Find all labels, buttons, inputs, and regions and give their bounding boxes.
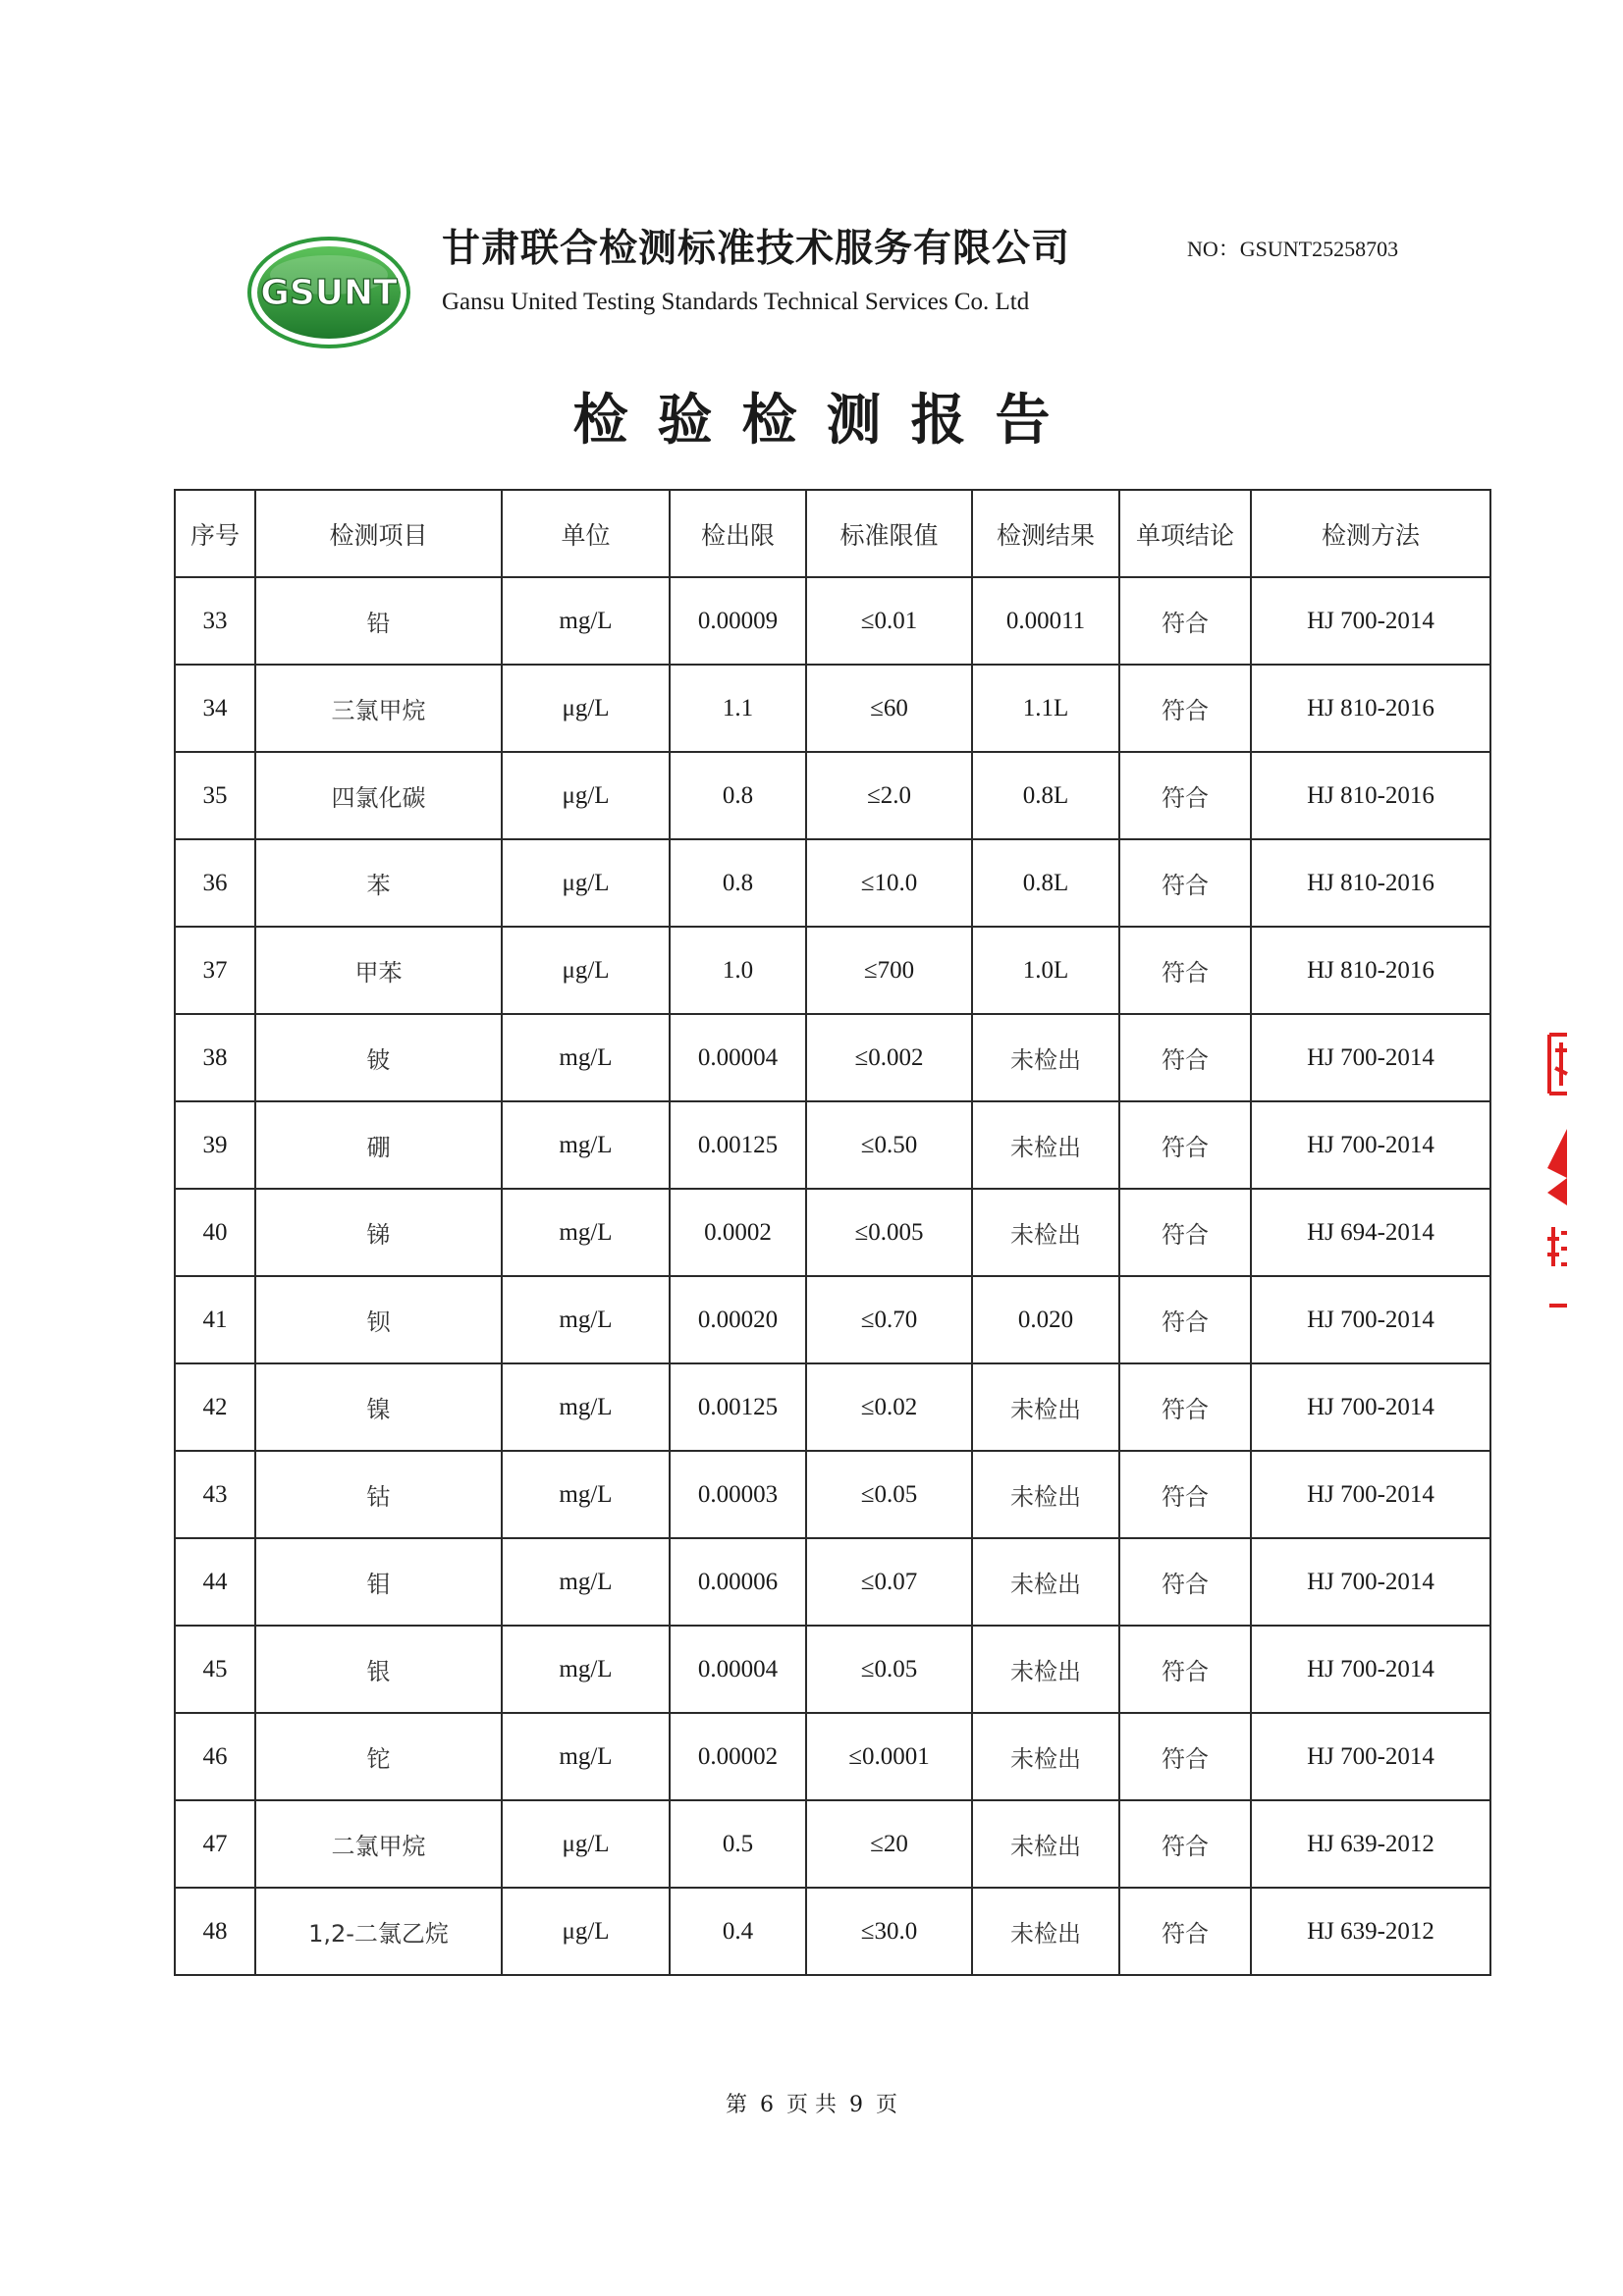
cell-item: 铊 [255, 1713, 502, 1800]
table-row [175, 927, 1490, 1014]
cell-unit: mg/L [502, 1276, 670, 1363]
cell-method: HJ 810-2016 [1251, 665, 1490, 752]
cell-standard-limit: ≤20 [806, 1800, 972, 1888]
cell-standard-limit: ≤0.01 [806, 577, 972, 665]
cell-unit: μg/L [502, 1888, 670, 1975]
table-header-row [175, 490, 1490, 577]
cell-conclusion: 符合 [1119, 1014, 1251, 1101]
cell-method: HJ 700-2014 [1251, 1014, 1490, 1101]
col-header-standard-limit: 标准限值 [806, 490, 972, 577]
company-logo [246, 236, 411, 349]
cell-index: 43 [175, 1451, 255, 1538]
cell-index: 33 [175, 577, 255, 665]
cell-method: HJ 810-2016 [1251, 927, 1490, 1014]
cell-detection-limit: 0.0002 [670, 1189, 806, 1276]
cell-index: 38 [175, 1014, 255, 1101]
cell-unit: mg/L [502, 577, 670, 665]
test-results-table [174, 489, 1491, 1976]
table-row [175, 1626, 1490, 1713]
table-row [175, 1713, 1490, 1800]
report-number: NO：GSUNT25258703 [1187, 237, 1399, 261]
cell-standard-limit: ≤0.05 [806, 1626, 972, 1713]
cell-method: HJ 700-2014 [1251, 1363, 1490, 1451]
cell-index: 40 [175, 1189, 255, 1276]
table-row [175, 665, 1490, 752]
table-row [175, 1538, 1490, 1626]
cell-item: 苯 [255, 839, 502, 927]
table-row [175, 1363, 1490, 1451]
table-row [175, 839, 1490, 927]
cell-standard-limit: ≤10.0 [806, 839, 972, 927]
cell-item: 银 [255, 1626, 502, 1713]
cell-unit: mg/L [502, 1014, 670, 1101]
cell-standard-limit: ≤0.005 [806, 1189, 972, 1276]
cell-method: HJ 700-2014 [1251, 1626, 1490, 1713]
report-title: 检验检测报告 [572, 389, 1080, 453]
cell-item: 硼 [255, 1101, 502, 1189]
cell-standard-limit: ≤700 [806, 927, 972, 1014]
cell-detection-limit: 0.00002 [670, 1713, 806, 1800]
cell-detection-limit: 0.00009 [670, 577, 806, 665]
cell-index: 35 [175, 752, 255, 839]
cell-unit: mg/L [502, 1626, 670, 1713]
cell-standard-limit: ≤0.70 [806, 1276, 972, 1363]
cell-conclusion: 符合 [1119, 1189, 1251, 1276]
cell-detection-limit: 1.0 [670, 927, 806, 1014]
cell-detection-limit: 1.1 [670, 665, 806, 752]
col-header-item: 检测项目 [255, 490, 502, 577]
page-prefix: 第 [725, 2093, 747, 2117]
table-row [175, 1101, 1490, 1189]
company-name-cn: 甘肃联合检测标准技术服务有限公司 [442, 227, 1071, 271]
cell-method: HJ 700-2014 [1251, 1451, 1490, 1538]
cell-standard-limit: ≤30.0 [806, 1888, 972, 1975]
cell-conclusion: 符合 [1119, 927, 1251, 1014]
cell-method: HJ 639-2012 [1251, 1800, 1490, 1888]
cell-unit: mg/L [502, 1713, 670, 1800]
cell-result: 未检出 [972, 1363, 1119, 1451]
company-name-en: Gansu United Testing Standards Technical Services Co. Ltd [442, 289, 1030, 315]
cell-standard-limit: ≤0.50 [806, 1101, 972, 1189]
cell-unit: mg/L [502, 1538, 670, 1626]
cell-result: 未检出 [972, 1888, 1119, 1975]
cell-unit: mg/L [502, 1451, 670, 1538]
col-header-method: 检测方法 [1251, 490, 1490, 577]
cell-result: 1.1L [972, 665, 1119, 752]
cell-detection-limit: 0.5 [670, 1800, 806, 1888]
cell-result: 未检出 [972, 1451, 1119, 1538]
cell-standard-limit: ≤0.02 [806, 1363, 972, 1451]
cell-result: 0.8L [972, 839, 1119, 927]
cell-unit: mg/L [502, 1101, 670, 1189]
cell-index: 45 [175, 1626, 255, 1713]
cell-method: HJ 700-2014 [1251, 1101, 1490, 1189]
cell-conclusion: 符合 [1119, 1888, 1251, 1975]
col-header-detection-limit: 检出限 [670, 490, 806, 577]
table-row [175, 1451, 1490, 1538]
cell-conclusion: 符合 [1119, 1101, 1251, 1189]
red-seal-stamp [1540, 1031, 1569, 1315]
cell-detection-limit: 0.00125 [670, 1101, 806, 1189]
cell-detection-limit: 0.4 [670, 1888, 806, 1975]
cell-detection-limit: 0.8 [670, 839, 806, 927]
cell-item: 钴 [255, 1451, 502, 1538]
cell-detection-limit: 0.8 [670, 752, 806, 839]
cell-unit: μg/L [502, 665, 670, 752]
cell-item: 钡 [255, 1276, 502, 1363]
cell-result: 未检出 [972, 1538, 1119, 1626]
cell-detection-limit: 0.00003 [670, 1451, 806, 1538]
cell-result: 未检出 [972, 1189, 1119, 1276]
cell-conclusion: 符合 [1119, 577, 1251, 665]
table-row [175, 1276, 1490, 1363]
cell-conclusion: 符合 [1119, 1276, 1251, 1363]
table-body [175, 577, 1490, 1975]
logo-text: GSUNT [260, 273, 398, 313]
cell-unit: μg/L [502, 1800, 670, 1888]
cell-item: 甲苯 [255, 927, 502, 1014]
cell-index: 41 [175, 1276, 255, 1363]
cell-index: 42 [175, 1363, 255, 1451]
col-header-conclusion: 单项结论 [1119, 490, 1251, 577]
page-current: 6 [760, 2093, 774, 2117]
cell-index: 44 [175, 1538, 255, 1626]
cell-conclusion: 符合 [1119, 1538, 1251, 1626]
cell-result: 未检出 [972, 1101, 1119, 1189]
cell-standard-limit: ≤0.002 [806, 1014, 972, 1101]
cell-item: 1,2-二氯乙烷 [255, 1888, 502, 1975]
cell-item: 四氯化碳 [255, 752, 502, 839]
cell-conclusion: 符合 [1119, 1363, 1251, 1451]
cell-method: HJ 810-2016 [1251, 752, 1490, 839]
cell-result: 0.00011 [972, 577, 1119, 665]
cell-standard-limit: ≤60 [806, 665, 972, 752]
col-header-index: 序号 [175, 490, 255, 577]
cell-standard-limit: ≤2.0 [806, 752, 972, 839]
cell-index: 46 [175, 1713, 255, 1800]
table-row [175, 577, 1490, 665]
cell-conclusion: 符合 [1119, 839, 1251, 927]
page-suffix: 页 [876, 2093, 898, 2117]
cell-unit: μg/L [502, 839, 670, 927]
cell-method: HJ 694-2014 [1251, 1189, 1490, 1276]
cell-item: 三氯甲烷 [255, 665, 502, 752]
cell-detection-limit: 0.00125 [670, 1363, 806, 1451]
cell-method: HJ 810-2016 [1251, 839, 1490, 927]
cell-unit: mg/L [502, 1363, 670, 1451]
cell-index: 39 [175, 1101, 255, 1189]
page-total: 9 [849, 2093, 863, 2117]
cell-item: 铍 [255, 1014, 502, 1101]
cell-conclusion: 符合 [1119, 1713, 1251, 1800]
cell-method: HJ 700-2014 [1251, 1276, 1490, 1363]
cell-unit: μg/L [502, 927, 670, 1014]
cell-conclusion: 符合 [1119, 665, 1251, 752]
cell-result: 0.8L [972, 752, 1119, 839]
seal-fragment-icon [1540, 1031, 1569, 1315]
cell-detection-limit: 0.00004 [670, 1014, 806, 1101]
cell-index: 48 [175, 1888, 255, 1975]
cell-result: 1.0L [972, 927, 1119, 1014]
table-row [175, 1189, 1490, 1276]
page-footer [0, 2088, 1623, 2118]
col-header-unit: 单位 [502, 490, 670, 577]
cell-item: 钼 [255, 1538, 502, 1626]
cell-result: 未检出 [972, 1014, 1119, 1101]
cell-item: 铅 [255, 577, 502, 665]
cell-standard-limit: ≤0.0001 [806, 1713, 972, 1800]
cell-method: HJ 700-2014 [1251, 1713, 1490, 1800]
table-row [175, 752, 1490, 839]
cell-detection-limit: 0.00006 [670, 1538, 806, 1626]
cell-unit: μg/L [502, 752, 670, 839]
cell-result: 未检出 [972, 1800, 1119, 1888]
cell-result: 未检出 [972, 1713, 1119, 1800]
col-header-result: 检测结果 [972, 490, 1119, 577]
cell-conclusion: 符合 [1119, 1800, 1251, 1888]
cell-method: HJ 700-2014 [1251, 1538, 1490, 1626]
table-row [175, 1014, 1490, 1101]
page-mid: 页 共 [786, 2093, 837, 2117]
cell-method: HJ 700-2014 [1251, 577, 1490, 665]
cell-index: 34 [175, 665, 255, 752]
cell-result: 0.020 [972, 1276, 1119, 1363]
cell-detection-limit: 0.00020 [670, 1276, 806, 1363]
cell-unit: mg/L [502, 1189, 670, 1276]
gsunt-logo-icon [246, 236, 411, 349]
cell-standard-limit: ≤0.05 [806, 1451, 972, 1538]
cell-result: 未检出 [972, 1626, 1119, 1713]
cell-item: 锑 [255, 1189, 502, 1276]
cell-detection-limit: 0.00004 [670, 1626, 806, 1713]
table-row [175, 1888, 1490, 1975]
cell-index: 47 [175, 1800, 255, 1888]
cell-conclusion: 符合 [1119, 1451, 1251, 1538]
cell-conclusion: 符合 [1119, 752, 1251, 839]
cell-item: 二氯甲烷 [255, 1800, 502, 1888]
cell-index: 37 [175, 927, 255, 1014]
cell-index: 36 [175, 839, 255, 927]
cell-standard-limit: ≤0.07 [806, 1538, 972, 1626]
cell-method: HJ 639-2012 [1251, 1888, 1490, 1975]
cell-conclusion: 符合 [1119, 1626, 1251, 1713]
table-row [175, 1800, 1490, 1888]
cell-item: 镍 [255, 1363, 502, 1451]
